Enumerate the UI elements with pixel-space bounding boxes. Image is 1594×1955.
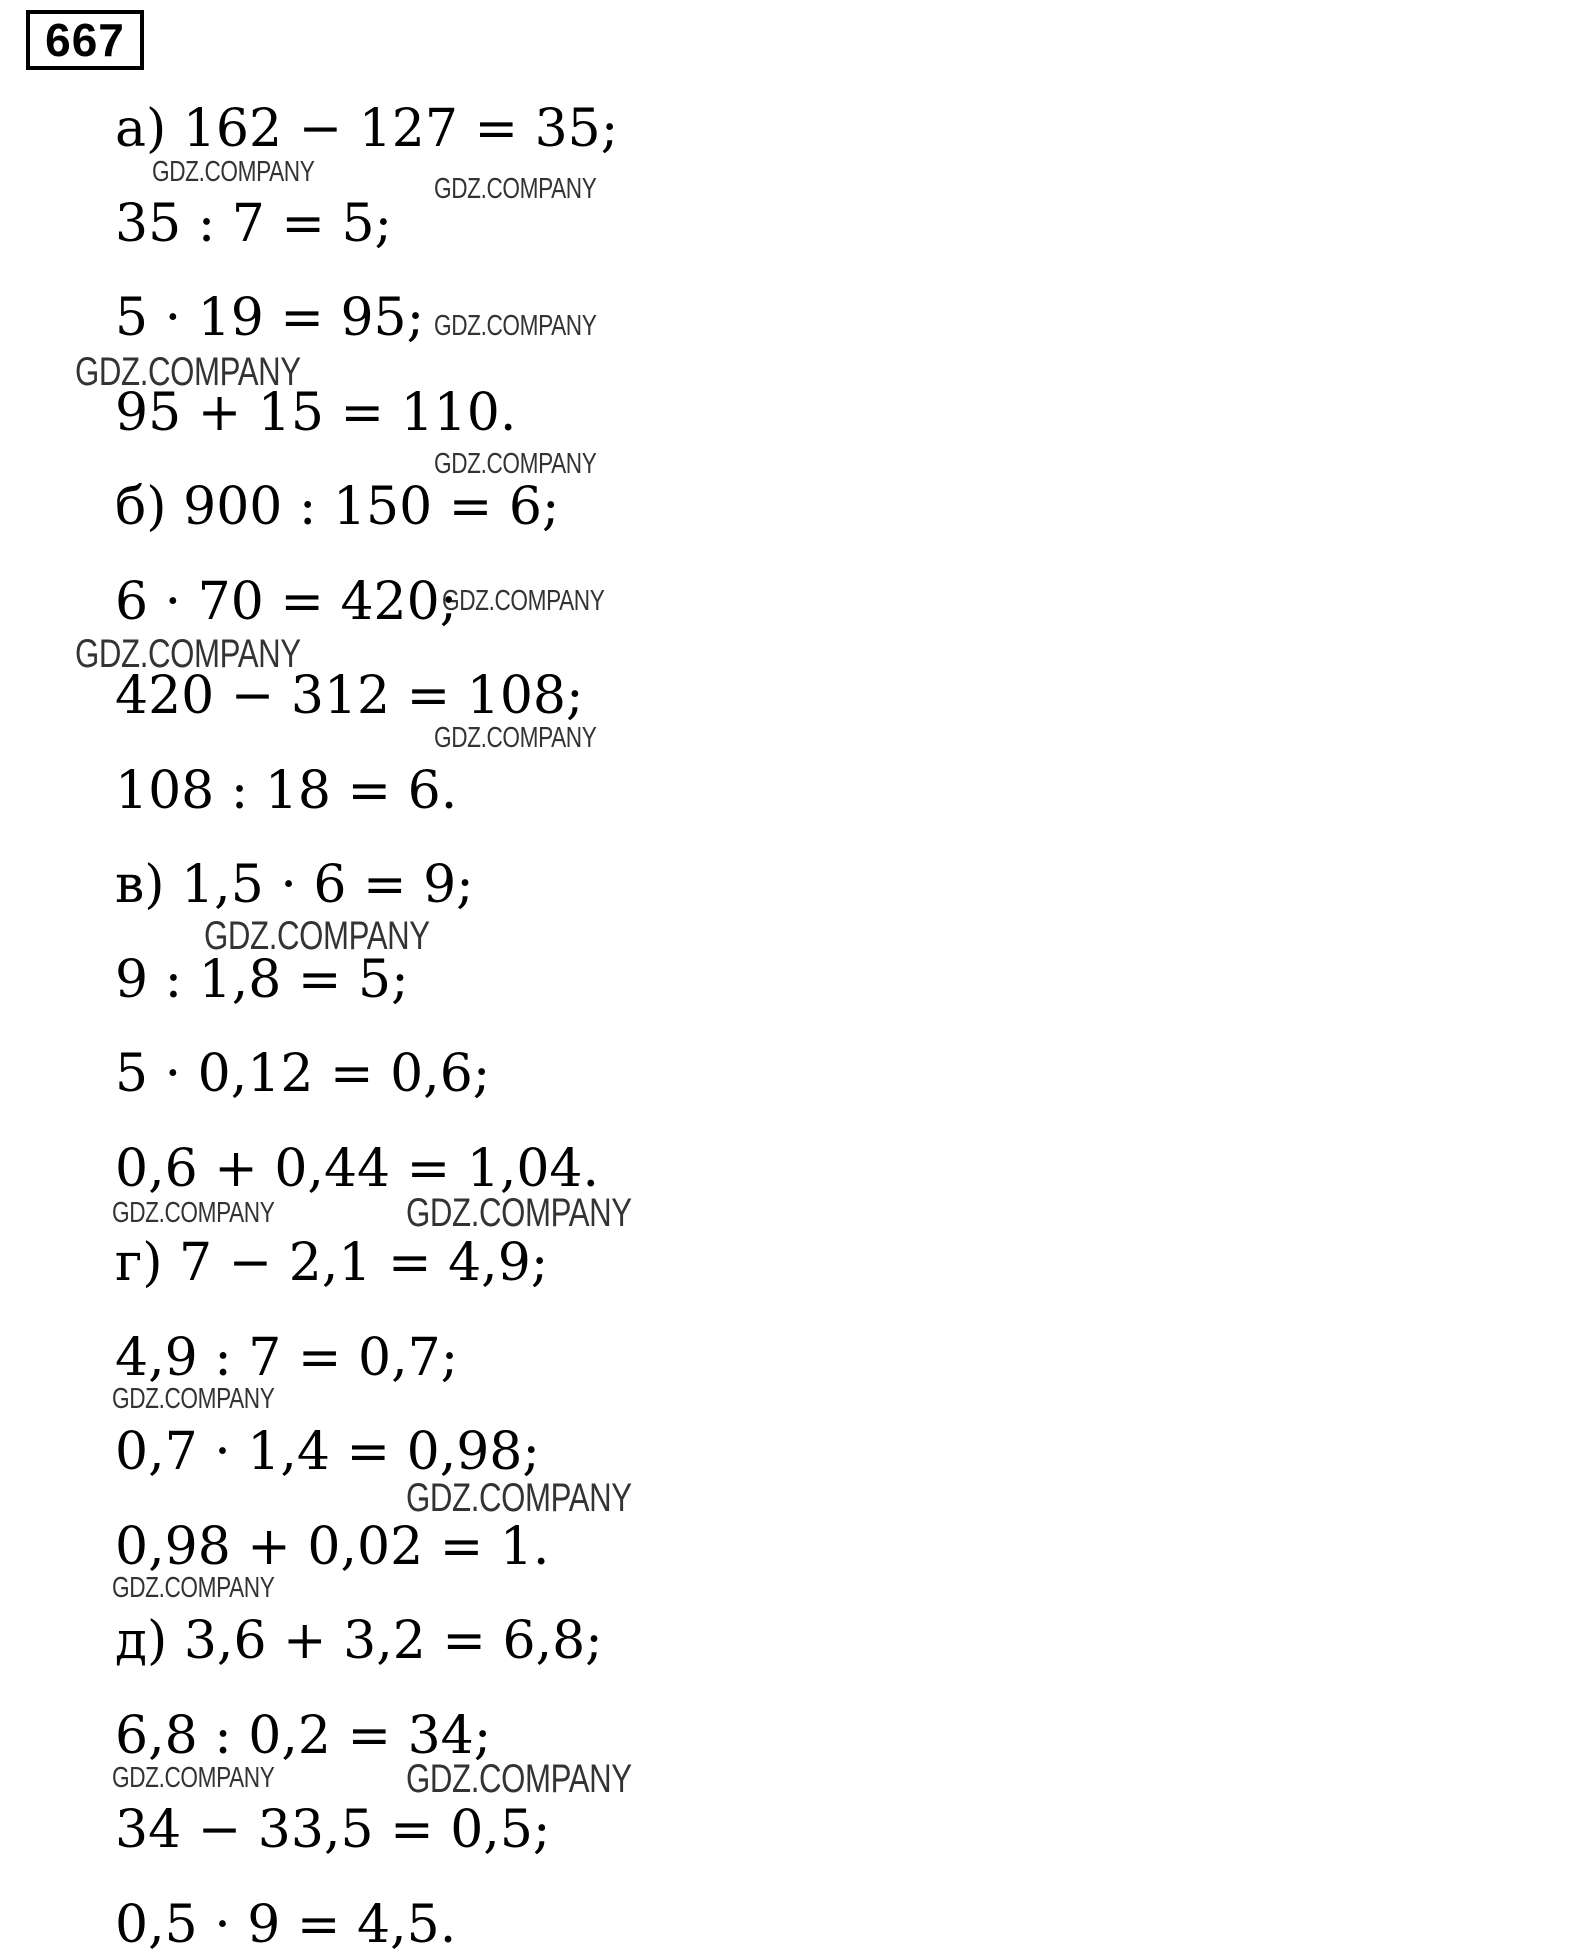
solution-line: 6,8 : 0,2 = 34;: [115, 1706, 492, 1766]
watermark: GDZ.COMPANY: [112, 1572, 275, 1604]
solution-line: 0,7 · 1,4 = 0,98;: [115, 1422, 540, 1482]
solution-line: 0,98 + 0,02 = 1.: [115, 1517, 550, 1577]
solution-line: 0,5 · 9 = 4,5.: [115, 1895, 457, 1955]
solution-line: 420 − 312 = 108;: [115, 666, 584, 726]
watermark: GDZ.COMPANY: [75, 350, 301, 394]
watermark: GDZ.COMPANY: [442, 585, 605, 617]
solution-line: г) 7 − 2,1 = 4,9;: [115, 1233, 549, 1293]
watermark: GDZ.COMPANY: [434, 173, 597, 205]
solution-line: 0,6 + 0,44 = 1,04.: [115, 1139, 600, 1199]
watermark: GDZ.COMPANY: [406, 1191, 632, 1235]
watermark: GDZ.COMPANY: [406, 1757, 632, 1801]
solution-line: 4,9 : 7 = 0,7;: [115, 1328, 459, 1388]
solution-line: 35 : 7 = 5;: [115, 194, 393, 254]
watermark: GDZ.COMPANY: [434, 310, 597, 342]
solution-line: 95 + 15 = 110.: [115, 383, 517, 443]
solution-line: а) 162 − 127 = 35;: [115, 99, 619, 159]
watermark: GDZ.COMPANY: [204, 914, 430, 958]
solution-line: в) 1,5 · 6 = 9;: [115, 855, 474, 915]
watermark: GDZ.COMPANY: [152, 156, 315, 188]
solution-line: д) 3,6 + 3,2 = 6,8;: [115, 1611, 603, 1671]
watermark: GDZ.COMPANY: [406, 1476, 632, 1520]
solution-line: 9 : 1,8 = 5;: [115, 950, 409, 1010]
watermark: GDZ.COMPANY: [434, 448, 597, 480]
watermark: GDZ.COMPANY: [434, 722, 597, 754]
watermark: GDZ.COMPANY: [112, 1762, 275, 1794]
solution-line: б) 900 : 150 = 6;: [115, 477, 560, 537]
watermark: GDZ.COMPANY: [75, 632, 301, 676]
problem-number: 667: [26, 10, 144, 70]
watermark: GDZ.COMPANY: [112, 1383, 275, 1415]
solution-line: 34 − 33,5 = 0,5;: [115, 1800, 551, 1860]
solution-line: 5 · 0,12 = 0,6;: [115, 1044, 491, 1104]
solution-line: 6 · 70 = 420;: [115, 572, 458, 632]
solution-line: 108 : 18 = 6.: [115, 761, 458, 821]
watermark: GDZ.COMPANY: [112, 1197, 275, 1229]
solution-line: 5 · 19 = 95;: [115, 288, 425, 348]
